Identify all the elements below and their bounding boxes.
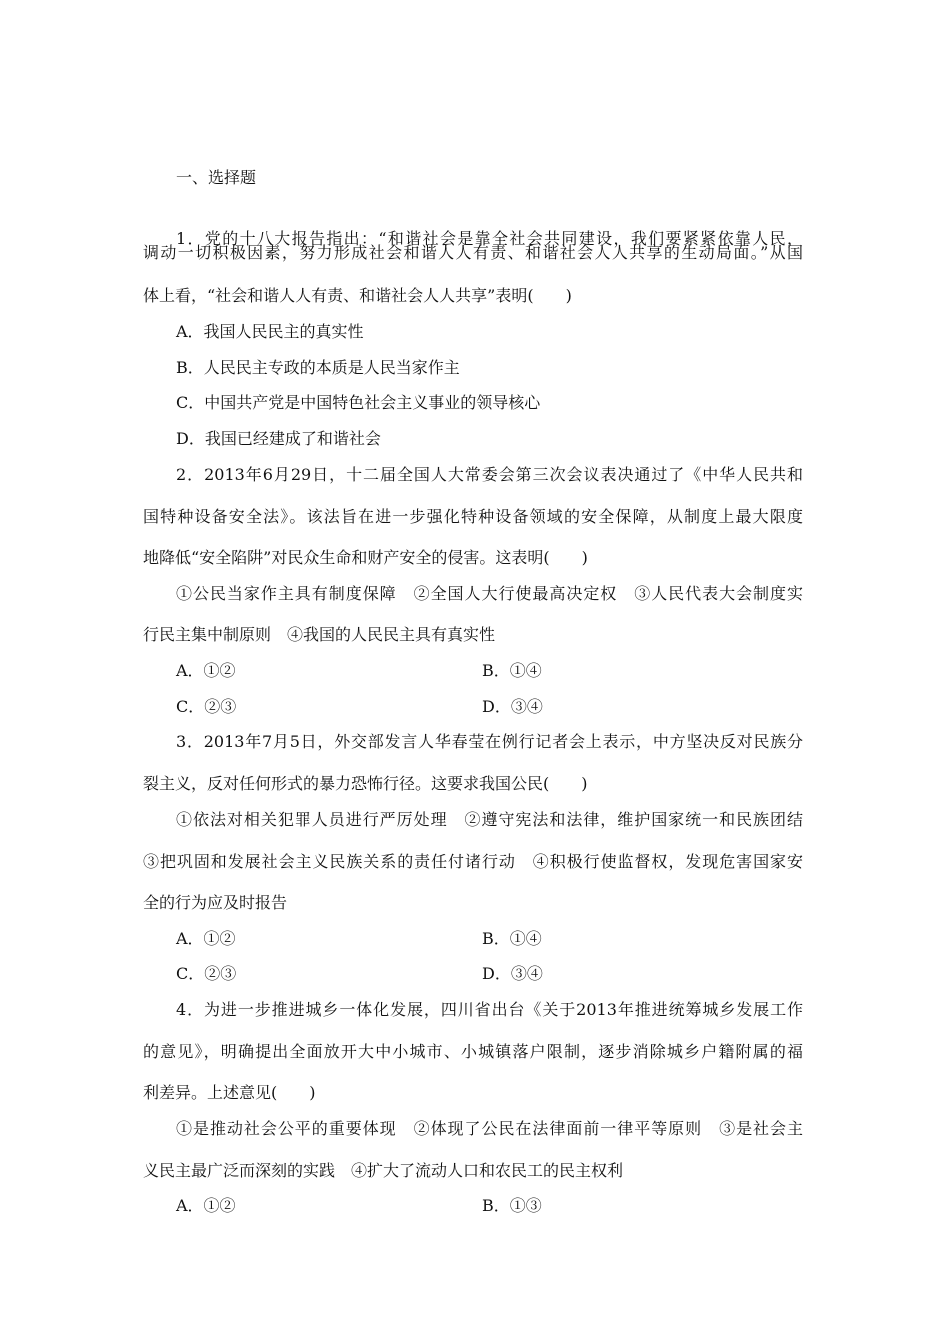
question-3-line-1: 3．2013年7月5日，外交部发言人华春莹在例行记者会上表示，中方坚决反对民族分 bbox=[176, 732, 803, 751]
question-3-option-c: C．②③ bbox=[176, 964, 237, 983]
question-3-line-2: 裂主义，反对任何形式的暴力恐怖行径。这要求我国公民( ) bbox=[143, 774, 588, 793]
question-4-line-1: 4．为进一步推进城乡一体化发展，四川省出台《关于2013年推进统筹城乡发展工作 bbox=[176, 1000, 803, 1019]
question-2-option-c: C．②③ bbox=[176, 697, 237, 716]
question-4-option-b: B．①③ bbox=[482, 1196, 542, 1215]
question-4-statement-1: ①是推动社会公平的重要体现 ②体现了公民在法律面前一律平等原则 ③是社会主 bbox=[176, 1119, 803, 1138]
question-4-line-3: 利差异。上述意见( ) bbox=[143, 1083, 316, 1102]
question-2-option-d: D．③④ bbox=[482, 697, 543, 716]
question-3-statement-2: ③把巩固和发展社会主义民族关系的责任付诸行动 ④积极行使监督权，发现危害国家安 bbox=[143, 852, 803, 871]
question-2-line-1: 2．2013年6月29日，十二届全国人大常委会第三次会议表决通过了《中华人民共和 bbox=[176, 465, 803, 484]
question-3-statement-1: ①依法对相关犯罪人员进行严厉处理 ②遵守宪法和法律，维护国家统一和民族团结 bbox=[176, 810, 803, 829]
question-4-option-a: A．①② bbox=[176, 1196, 236, 1215]
question-2-statement-1: ①公民当家作主具有制度保障 ②全国人大行使最高决定权 ③人民代表大会制度实 bbox=[176, 584, 803, 603]
question-3-option-a: A．①② bbox=[176, 929, 236, 948]
section-title: 一、选择题 bbox=[176, 168, 257, 187]
question-3-option-b: B．①④ bbox=[482, 929, 542, 948]
question-2-option-b: B．①④ bbox=[482, 661, 542, 680]
question-1-line-1: 1．党的十八大报告指出：“和谐社会是靠全社会共同建设，我们要紧紧依靠人民， bbox=[176, 229, 803, 248]
question-1-option-c: C．中国共产党是中国特色社会主义事业的领导核心 bbox=[176, 393, 541, 412]
question-3-statement-3: 全的行为应及时报告 bbox=[143, 893, 288, 912]
question-4-line-2: 的意见》，明确提出全面放开大中小城市、小城镇落户限制，逐步消除城乡户籍附属的福 bbox=[143, 1042, 803, 1061]
question-2-line-3: 地降低“安全陷阱”对民众生命和财产安全的侵害。这表明( ) bbox=[143, 548, 588, 567]
question-1-line-3: 体上看，“社会和谐人人有责、和谐社会人人共享”表明( ) bbox=[143, 286, 572, 305]
question-1-line-2: 调动一切积极因素，努力形成社会和谐人人有责、和谐社会人人共享的生动局面。”从国 bbox=[143, 243, 803, 262]
question-2-line-2: 国特种设备安全法》。该法旨在进一步强化特种设备领域的安全保障，从制度上最大限度 bbox=[143, 507, 803, 526]
question-1-option-b: B．人民民主专政的本质是人民当家作主 bbox=[176, 358, 460, 377]
question-2-statement-2: 行民主集中制原则 ④我国的人民民主具有真实性 bbox=[143, 625, 496, 644]
question-3-option-d: D．③④ bbox=[482, 964, 543, 983]
question-1-option-a: A．我国人民民主的真实性 bbox=[176, 322, 364, 341]
question-4-statement-2: 义民主最广泛而深刻的实践 ④扩大了流动人口和农民工的民主权利 bbox=[143, 1161, 624, 1180]
question-1-option-d: D．我国已经建成了和谐社会 bbox=[176, 429, 381, 448]
question-2-option-a: A．①② bbox=[176, 661, 236, 680]
